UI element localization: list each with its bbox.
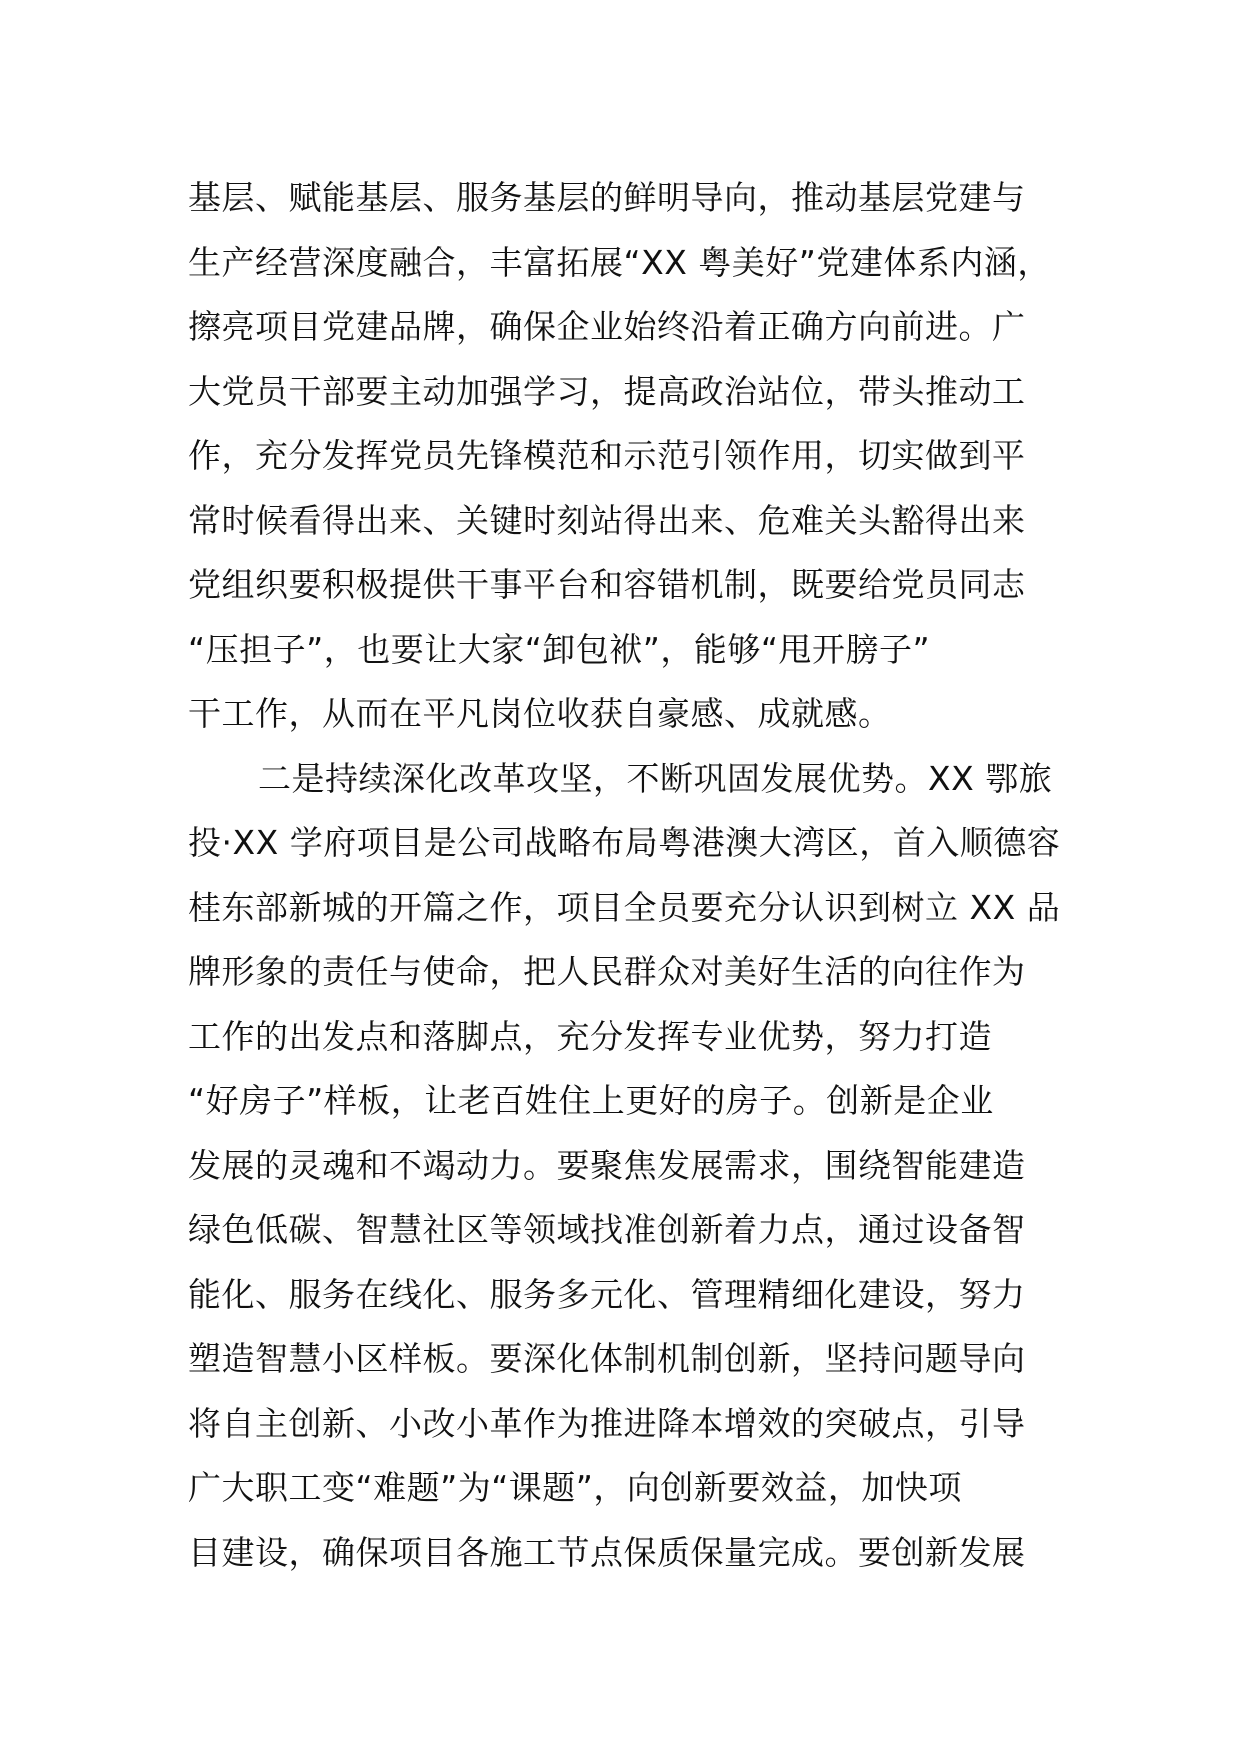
text-line: 广大职工变“难题”为“课题”，向创新要效益，加快项 — [188, 1468, 962, 1507]
paragraph-start-line: 二是持续深化改革攻坚，不断巩固发展优势。XX 鄂旅 — [258, 758, 1053, 798]
text-line: 常时候看得出来、关键时刻站得出来、危难关头豁得出来 — [188, 500, 1026, 540]
text-line: 工作的出发点和落脚点，充分发挥专业优势，努力打造 — [188, 1016, 992, 1056]
text-line: 塑造智慧小区样板。要深化体制机制创新，坚持问题导向 — [188, 1339, 1026, 1378]
text-line: “好房子”样板，让老百姓住上更好的房子。创新是企业 — [188, 1081, 994, 1120]
text-line: 投·XX 学府项目是公司战略布局粤港澳大湾区，首入顺德容 — [188, 823, 1061, 862]
text-line: 牌形象的责任与使命，把人民群众对美好生活的向往作为 — [188, 952, 1026, 991]
text-line: 生产经营深度融合，丰富拓展“XX 粤美好”党建体系内涵， — [188, 242, 1051, 282]
body-text — [188, 166, 1088, 1585]
text-line: 绿色低碳、智慧社区等领域找准创新着力点，通过设备智 — [188, 1210, 1026, 1249]
text-line: 能化、服务在线化、服务多元化、管理精细化建设，努力 — [188, 1274, 1026, 1314]
text-line: 擦亮项目党建品牌，确保企业始终沿着正确方向前进。广 — [188, 307, 1026, 346]
text-line: 桂东部新城的开篇之作，项目全员要充分认识到树立 XX 品 — [188, 887, 1061, 927]
text-line: 基层、赋能基层、服务基层的鲜明导向，推动基层党建与 — [188, 178, 1026, 217]
text-line: 发展的灵魂和不竭动力。要聚焦发展需求，围绕智能建造 — [188, 1145, 1026, 1185]
text-line: 干工作，从而在平凡岗位收获自豪感、成就感。 — [188, 694, 892, 733]
text-line: 作，充分发挥党员先锋模范和示范引领作用，切实做到平 — [188, 436, 1026, 475]
text-line: 大党员干部要主动加强学习，提高政治站位，带头推动工 — [188, 371, 1026, 411]
text-line: 党组织要积极提供干事平台和容错机制，既要给党员同志 — [188, 565, 1026, 604]
text-line: 目建设，确保项目各施工节点保质保量完成。要创新发展 — [188, 1532, 1026, 1572]
text-line: “压担子”，也要让大家“卸包袱”，能够“甩开膀子” — [188, 629, 931, 669]
text-line: 将自主创新、小改小革作为推进降本增效的突破点，引导 — [188, 1403, 1026, 1443]
